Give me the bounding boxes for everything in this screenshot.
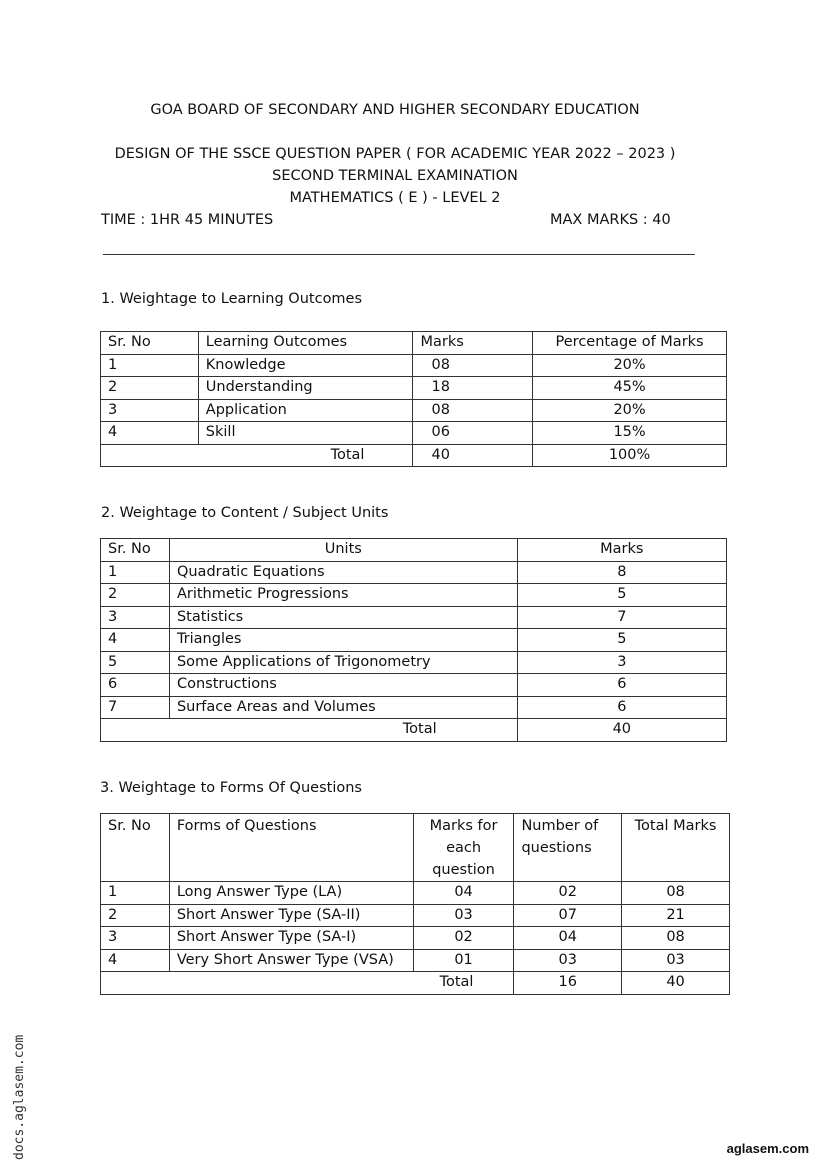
design-title: DESIGN OF THE SSCE QUESTION PAPER ( FOR ACADEMIC YEAR 2022 – 2023 ) <box>114 146 676 162</box>
learning-outcomes-table <box>100 331 727 467</box>
percent-cell: 45% <box>533 377 727 400</box>
total-marks: 40 <box>517 719 726 742</box>
table-header-row <box>101 814 730 882</box>
marks-cell: 6 <box>517 674 726 697</box>
exam-title: SECOND TERMINAL EXAMINATION <box>272 168 518 184</box>
content-units-table <box>100 538 727 742</box>
marks-cell: 08 <box>413 399 533 422</box>
table-row <box>101 651 727 674</box>
side-watermark: docs.aglasem.com <box>12 1034 27 1160</box>
total-marks-cell: 08 <box>622 927 730 950</box>
max-marks-label: MAX MARKS : 40 <box>550 212 671 228</box>
marks-cell: 18 <box>413 377 533 400</box>
header-divider <box>103 254 695 255</box>
form-cell: Short Answer Type (SA-II) <box>169 904 413 927</box>
sr-no-cell: 3 <box>101 399 199 422</box>
sr-no-cell: 2 <box>101 904 170 927</box>
sr-no-cell: 1 <box>101 882 170 905</box>
sr-no-cell: 4 <box>101 949 170 972</box>
table-row <box>101 927 730 950</box>
table-row <box>101 629 727 652</box>
unit-cell: Triangles <box>169 629 517 652</box>
num-questions-cell: 04 <box>514 927 622 950</box>
unit-cell: Statistics <box>169 606 517 629</box>
time-label: TIME : 1HR 45 MINUTES <box>101 212 274 228</box>
table-row <box>101 422 727 445</box>
form-cell: Very Short Answer Type (VSA) <box>169 949 413 972</box>
marks-each-cell: 02 <box>413 927 514 950</box>
header-cell: Sr. No <box>101 814 170 882</box>
header-cell: Learning Outcomes <box>198 332 413 355</box>
marks-cell: 6 <box>517 696 726 719</box>
outcome-cell: Skill <box>198 422 413 445</box>
table-row <box>101 674 727 697</box>
outcome-cell: Application <box>198 399 413 422</box>
table-row <box>101 949 730 972</box>
form-cell: Short Answer Type (SA-I) <box>169 927 413 950</box>
marks-cell: 5 <box>517 629 726 652</box>
table-row <box>101 354 727 377</box>
total-row <box>101 719 727 742</box>
marks-cell: 08 <box>413 354 533 377</box>
sr-no-cell: 1 <box>101 561 170 584</box>
header-cell: Percentage of Marks <box>533 332 727 355</box>
table-row <box>101 561 727 584</box>
header-cell: Total Marks <box>622 814 730 882</box>
sr-no-cell: 5 <box>101 651 170 674</box>
section2-title: 2. Weightage to Content / Subject Units <box>101 505 389 521</box>
unit-cell: Constructions <box>169 674 517 697</box>
header-cell: Sr. No <box>101 332 199 355</box>
marks-cell: 5 <box>517 584 726 607</box>
table-row <box>101 882 730 905</box>
form-cell: Long Answer Type (LA) <box>169 882 413 905</box>
section3-title: 3. Weightage to Forms Of Questions <box>100 780 362 796</box>
total-marks-cell: 08 <box>622 882 730 905</box>
marks-each-cell: 04 <box>413 882 514 905</box>
marks-each-cell: 03 <box>413 904 514 927</box>
total-marks: 40 <box>622 972 730 995</box>
table-row <box>101 584 727 607</box>
total-questions: 16 <box>514 972 622 995</box>
header-cell: Marks <box>517 539 726 562</box>
header-cell: Number of questions <box>514 814 622 882</box>
header-cell: Marks <box>413 332 533 355</box>
sr-no-cell: 4 <box>101 629 170 652</box>
total-row <box>101 444 727 467</box>
table-header-row <box>101 332 727 355</box>
total-row <box>101 972 730 995</box>
sr-no-cell: 3 <box>101 606 170 629</box>
table-header-row <box>101 539 727 562</box>
total-label: Total <box>101 444 413 467</box>
unit-cell: Arithmetic Progressions <box>169 584 517 607</box>
num-questions-cell: 07 <box>514 904 622 927</box>
unit-cell: Quadratic Equations <box>169 561 517 584</box>
unit-cell: Surface Areas and Volumes <box>169 696 517 719</box>
total-marks: 40 <box>413 444 533 467</box>
question-forms-table <box>100 813 730 995</box>
header-cell: Units <box>169 539 517 562</box>
marks-cell: 3 <box>517 651 726 674</box>
marks-cell: 7 <box>517 606 726 629</box>
total-marks-cell: 03 <box>622 949 730 972</box>
percent-cell: 20% <box>533 399 727 422</box>
percent-cell: 20% <box>533 354 727 377</box>
brand-footer: aglasem.com <box>726 1141 809 1156</box>
table-row <box>101 399 727 422</box>
subject-title: MATHEMATICS ( E ) - LEVEL 2 <box>289 190 501 206</box>
num-questions-cell: 02 <box>514 882 622 905</box>
header-cell: Marks for each question <box>413 814 514 882</box>
total-percent: 100% <box>533 444 727 467</box>
marks-cell: 06 <box>413 422 533 445</box>
section1-title: 1. Weightage to Learning Outcomes <box>101 291 363 307</box>
sr-no-cell: 7 <box>101 696 170 719</box>
sr-no-cell: 4 <box>101 422 199 445</box>
unit-cell: Some Applications of Trigonometry <box>169 651 517 674</box>
num-questions-cell: 03 <box>514 949 622 972</box>
total-marks-cell: 21 <box>622 904 730 927</box>
table-row <box>101 904 730 927</box>
table-row <box>101 696 727 719</box>
marks-each-cell: 01 <box>413 949 514 972</box>
percent-cell: 15% <box>533 422 727 445</box>
header-cell: Forms of Questions <box>169 814 413 882</box>
sr-no-cell: 3 <box>101 927 170 950</box>
total-label: Total <box>101 972 514 995</box>
sr-no-cell: 2 <box>101 377 199 400</box>
marks-cell: 8 <box>517 561 726 584</box>
outcome-cell: Knowledge <box>198 354 413 377</box>
board-title: GOA BOARD OF SECONDARY AND HIGHER SECONDARY EDUCATION <box>150 102 640 118</box>
sr-no-cell: 1 <box>101 354 199 377</box>
sr-no-cell: 6 <box>101 674 170 697</box>
outcome-cell: Understanding <box>198 377 413 400</box>
header-cell: Sr. No <box>101 539 170 562</box>
sr-no-cell: 2 <box>101 584 170 607</box>
table-row <box>101 377 727 400</box>
total-label: Total <box>101 719 518 742</box>
table-row <box>101 606 727 629</box>
